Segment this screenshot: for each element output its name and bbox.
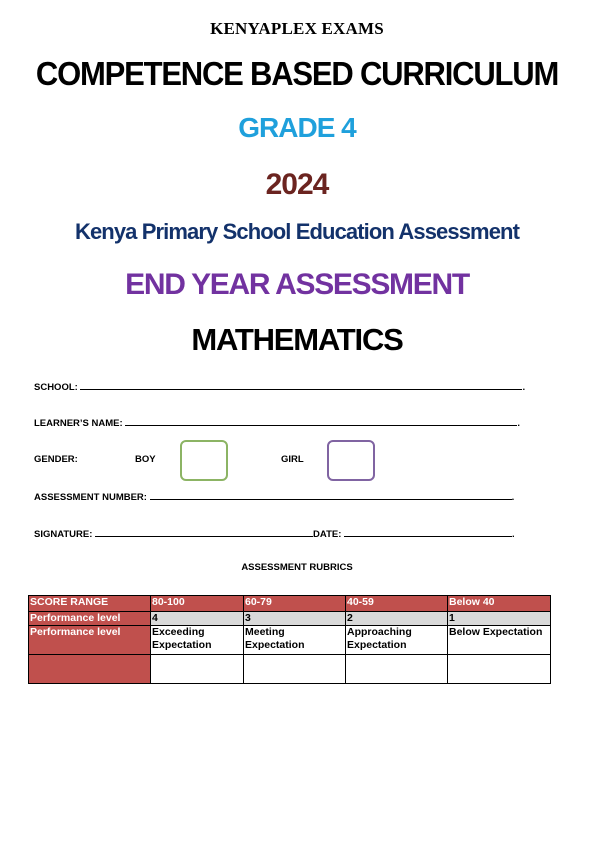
school-field[interactable] xyxy=(34,380,525,393)
girl-checkbox[interactable] xyxy=(327,440,375,481)
subject-title: MATHEMATICS xyxy=(191,322,403,357)
gender-label: GENDER: xyxy=(34,454,78,465)
assessment-number-end-mark: . xyxy=(511,492,515,503)
assessment-number-field[interactable] xyxy=(34,490,514,503)
score-range-cell: 60-79 xyxy=(244,596,346,612)
school-label: SCHOOL: xyxy=(34,382,78,393)
year-title: 2024 xyxy=(265,168,329,201)
score-entry-cell[interactable] xyxy=(346,655,448,684)
exam-provider-title: KENYAPLEX EXAMS xyxy=(210,19,384,38)
score-entry-row xyxy=(29,655,551,684)
performance-descriptor-row xyxy=(29,626,551,655)
boy-label: BOY xyxy=(135,454,156,465)
learner-name-field[interactable] xyxy=(34,416,520,429)
date-end-mark: . xyxy=(512,529,515,540)
learner-name-label: LEARNER’S NAME: xyxy=(34,418,123,429)
score-range-cell: 40-59 xyxy=(346,596,448,612)
signature-date-field[interactable] xyxy=(34,527,515,540)
performance-descriptor-label: Performance level xyxy=(29,626,151,655)
rubrics-table xyxy=(28,595,551,684)
learner-name-end-mark: . xyxy=(517,418,520,429)
assessment-type-title: END YEAR ASSESSMENT xyxy=(125,268,469,301)
school-line[interactable] xyxy=(80,380,522,390)
assessment-number-line[interactable] xyxy=(150,490,512,500)
boy-checkbox[interactable] xyxy=(180,440,228,481)
score-entry-cell[interactable] xyxy=(448,655,551,684)
date-line[interactable] xyxy=(344,527,512,537)
performance-level-cell: 2 xyxy=(346,612,448,626)
learner-name-line[interactable] xyxy=(125,416,517,426)
score-range-row xyxy=(29,596,551,612)
performance-level-cell: 1 xyxy=(448,612,551,626)
school-end-mark: . xyxy=(522,382,526,393)
assessment-number-label: ASSESSMENT NUMBER: xyxy=(34,492,147,503)
performance-descriptor-cell: Exceeding Expectation xyxy=(151,626,244,655)
score-entry-cell[interactable] xyxy=(151,655,244,684)
performance-level-label: Performance level xyxy=(29,612,151,626)
score-entry-label xyxy=(29,655,151,684)
signature-label: SIGNATURE: xyxy=(34,529,93,540)
curriculum-title: COMPETENCE BASED CURRICULUM xyxy=(35,54,559,93)
score-range-cell: 80-100 xyxy=(151,596,244,612)
performance-level-cell: 4 xyxy=(151,612,244,626)
performance-descriptor-cell: Meeting Expectation xyxy=(244,626,346,655)
signature-line[interactable] xyxy=(95,527,313,537)
rubrics-title: ASSESSMENT RUBRICS xyxy=(241,562,353,573)
performance-descriptor-cell: Below Expectation xyxy=(448,626,551,655)
performance-descriptor-cell: Approaching Expectation xyxy=(346,626,448,655)
performance-level-row xyxy=(29,612,551,626)
score-entry-cell[interactable] xyxy=(244,655,346,684)
assessment-body-title: Kenya Primary School Education Assessment xyxy=(74,219,519,244)
grade-title: GRADE 4 xyxy=(238,112,356,143)
score-range-cell: Below 40 xyxy=(448,596,551,612)
girl-label: GIRL xyxy=(281,454,304,465)
score-range-label: SCORE RANGE xyxy=(29,596,151,612)
performance-level-cell: 3 xyxy=(244,612,346,626)
date-label: DATE: xyxy=(313,529,342,540)
